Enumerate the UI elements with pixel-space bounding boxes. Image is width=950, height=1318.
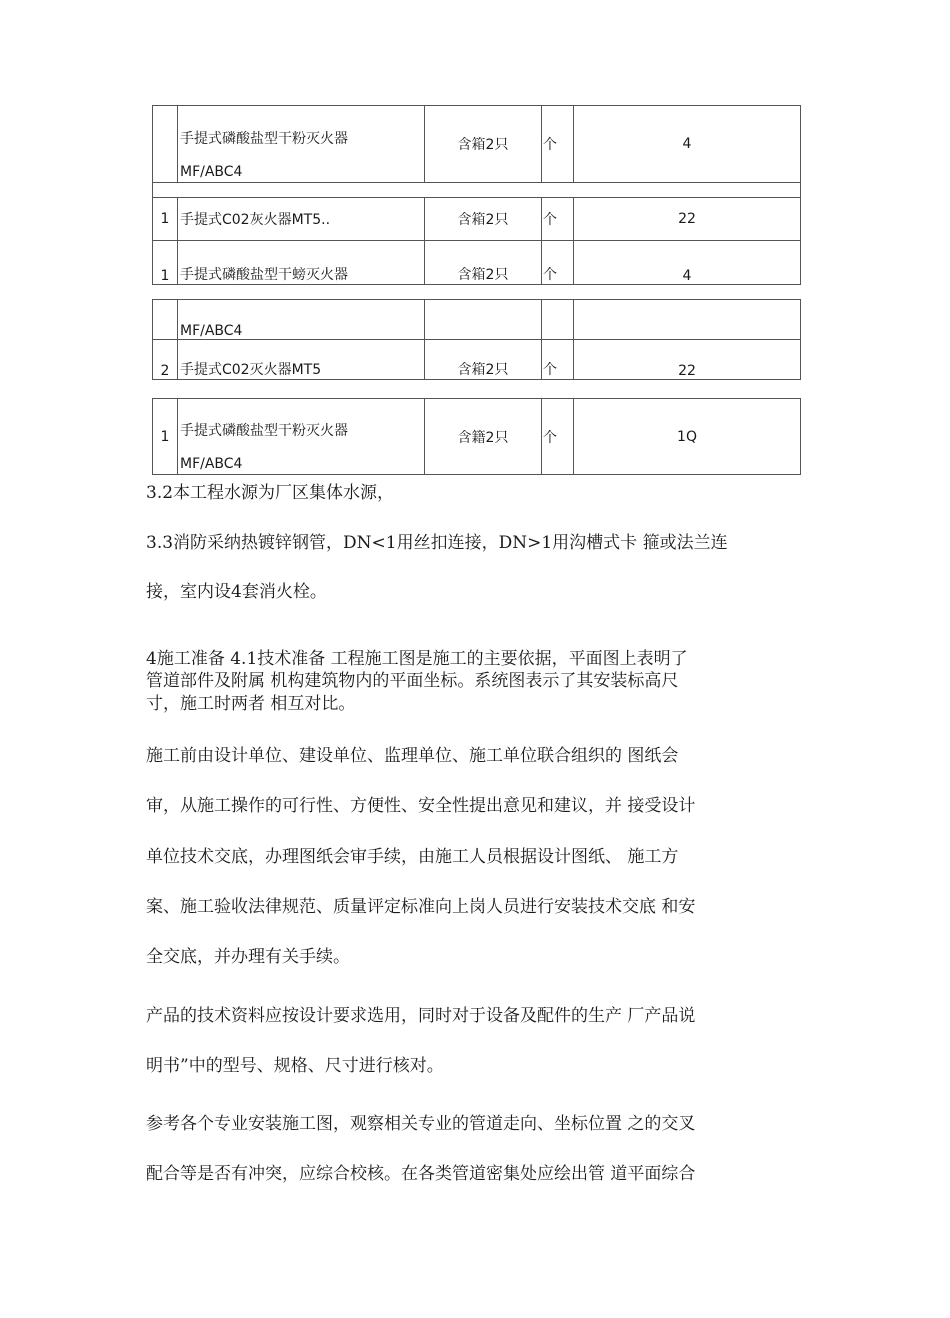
item-name-line2: MF/ABC4 <box>180 456 243 472</box>
item-name-line2: MF/ABC4 <box>180 164 243 180</box>
paragraph-review-line2: 审，从施工操作的可行性、方便性、安全性提出意见和建议，并 接受设计 <box>146 796 696 816</box>
quantity-cell: 1Q <box>677 428 697 445</box>
spec-cell: 含箱2只 <box>425 241 542 284</box>
item-name-cell: 手提式C02灰火器MT5.. <box>178 198 425 240</box>
paragraph-product-line2: 明书”中的型号、规格、尺寸进行核对。 <box>146 1056 444 1076</box>
table-row <box>153 240 800 284</box>
spec-cell <box>425 300 542 339</box>
quantity-cell: 22 <box>678 211 696 227</box>
paragraph-preparation-line1: 4施工准备 4.1技术准备 工程施工图是施工的主要依据，平面图上表明了 <box>146 649 688 669</box>
unit-cell: 个 <box>542 198 574 240</box>
row-number-cell: 2 <box>153 340 178 379</box>
equipment-table-2 <box>152 299 801 380</box>
row-number-cell: 1 <box>153 399 178 474</box>
item-name-line1: 手提式磷酸盐型干粉灭火器 <box>180 423 348 439</box>
spec-cell: 含箱2只 <box>425 106 542 182</box>
item-name-cell: 手提式C02灭火器MT5 <box>178 340 425 379</box>
quantity-cell: 4 <box>682 136 692 152</box>
paragraph-review-line4: 案、施工验收法律规范、质量评定标准向上岗人员进行安装技术交底 和安 <box>146 897 696 917</box>
spec-cell: 含箱2只 <box>425 198 542 240</box>
unit-cell <box>542 300 574 339</box>
equipment-table-3 <box>152 398 801 475</box>
paragraph-review-line3: 单位技术交底，办理图纸会审手续，由施工人员根据设计图纸、 施工方 <box>146 847 679 867</box>
unit-cell: 个 <box>542 241 574 284</box>
quantity-cell: 4 <box>682 268 692 284</box>
row-number-cell: 1 <box>153 241 178 284</box>
unit-cell: 个 <box>542 399 574 474</box>
table-row <box>153 300 800 339</box>
table-row <box>153 197 800 240</box>
item-name-cell: 手提式磷酸盐型干螃灭火器 <box>178 241 425 284</box>
table-row <box>153 339 800 379</box>
unit-cell: 个 <box>542 106 574 182</box>
item-name-cell <box>178 106 425 182</box>
unit-cell: 个 <box>542 340 574 379</box>
paragraph-review-line5: 全交底，并办理有关手续。 <box>146 947 350 967</box>
paragraph-review-line1: 施工前由设计单位、建设单位、监理单位、施工单位联合组织的 图纸会 <box>146 746 679 766</box>
row-number-cell <box>153 106 178 182</box>
item-name-cell: MF/ABC4 <box>178 300 425 339</box>
paragraph-water-source: 3.2本工程水源为厂区集体水源， <box>146 483 395 503</box>
spec-cell: 含箱2只 <box>425 340 542 379</box>
paragraph-pipe-line2: 接，室内设4套消火栓。 <box>146 582 327 602</box>
table-spacer-row <box>153 182 800 197</box>
row-number-cell <box>153 300 178 339</box>
paragraph-preparation-line2: 管道部件及附属 机构建筑物内的平面坐标。系统图表示了其安装标高尺 <box>146 671 679 691</box>
paragraph-coordination-line1: 参考各个专业安装施工图，观察相关专业的管道走向、坐标位置 之的交叉 <box>146 1114 696 1134</box>
quantity-cell <box>574 300 800 339</box>
equipment-table-1 <box>152 105 801 285</box>
quantity-cell: 22 <box>678 363 696 379</box>
spec-cell: 含籍2只 <box>425 399 542 474</box>
item-name-cell <box>178 399 425 474</box>
item-name-line1: 手提式磷酸盐型干粉灭火器 <box>180 131 348 147</box>
paragraph-preparation-line3: 寸，施工时两者 相互对比。 <box>146 694 356 714</box>
row-number-cell: 1 <box>153 198 178 240</box>
paragraph-coordination-line2: 配合等是否有冲突，应综合校核。在各类管道密集处应绘出管 道平面综合 <box>146 1164 696 1184</box>
table-row <box>153 106 800 182</box>
table-row <box>153 399 800 474</box>
paragraph-product-line1: 产品的技术资料应按设计要求选用，同时对于设备及配件的生产 厂产品说 <box>146 1006 696 1026</box>
paragraph-pipe-line1: 3.3消防采纳热镀锌钢管，DN<1用丝扣连接，DN>1用沟槽式卡 箍或法兰连 <box>146 533 728 553</box>
